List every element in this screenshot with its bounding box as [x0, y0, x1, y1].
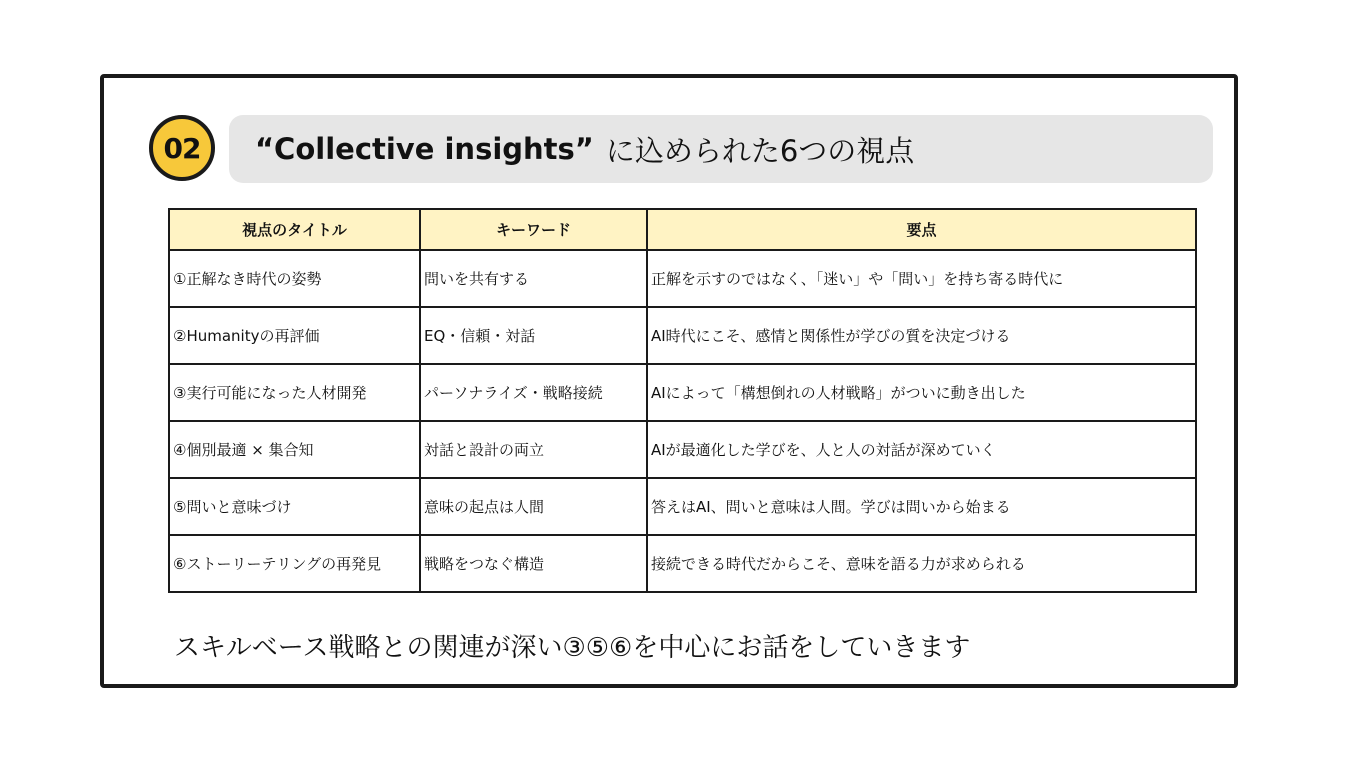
cell-keyword: 問いを共有する: [420, 250, 647, 307]
cell-key-point: 答えはAI、問いと意味は人間。学びは問いから始まる: [647, 478, 1196, 535]
slide-title-en: “Collective insights”: [255, 132, 594, 166]
slide-frame: [100, 74, 1238, 688]
slide-title-bar: [229, 115, 1213, 183]
column-header-title: 視点のタイトル: [169, 209, 420, 250]
cell-key-point: AIによって「構想倒れの人材戦略」がついに動き出した: [647, 364, 1196, 421]
cell-viewpoint-title: ③実行可能になった人材開発: [169, 364, 420, 421]
cell-viewpoint-title: ⑤問いと意味づけ: [169, 478, 420, 535]
column-header-point: 要点: [647, 209, 1196, 250]
table-row: [169, 364, 1196, 421]
cell-keyword: 対話と設計の両立: [420, 421, 647, 478]
table-row: [169, 478, 1196, 535]
cell-key-point: 接続できる時代だからこそ、意味を語る力が求められる: [647, 535, 1196, 592]
column-header-keyword: キーワード: [420, 209, 647, 250]
cell-keyword: 意味の起点は人間: [420, 478, 647, 535]
cell-keyword: 戦略をつなぐ構造: [420, 535, 647, 592]
cell-key-point: AI時代にこそ、感情と関係性が学びの質を決定づける: [647, 307, 1196, 364]
cell-key-point: AIが最適化した学びを、人と人の対話が深めていく: [647, 421, 1196, 478]
slide-footer-note: スキルベース戦略との関連が深い③⑤⑥を中心にお話をしていきます: [174, 633, 971, 663]
slide-title-ja: に込められた6つの視点: [605, 133, 915, 168]
cell-keyword: EQ・信頼・対話: [420, 307, 647, 364]
section-number-badge: 02: [149, 115, 215, 181]
table-row: [169, 250, 1196, 307]
cell-viewpoint-title: ①正解なき時代の姿勢: [169, 250, 420, 307]
cell-key-point: 正解を示すのではなく、「迷い」や「問い」を持ち寄る時代に: [647, 250, 1196, 307]
table-row: [169, 535, 1196, 592]
table-row: [169, 307, 1196, 364]
cell-viewpoint-title: ②Humanityの再評価: [169, 307, 420, 364]
table-header-row: [169, 209, 1196, 250]
cell-keyword: パーソナライズ・戦略接続: [420, 364, 647, 421]
cell-viewpoint-title: ④個別最適 × 集合知: [169, 421, 420, 478]
insights-table: [168, 208, 1197, 593]
cell-viewpoint-title: ⑥ストーリーテリングの再発見: [169, 535, 420, 592]
table-row: [169, 421, 1196, 478]
